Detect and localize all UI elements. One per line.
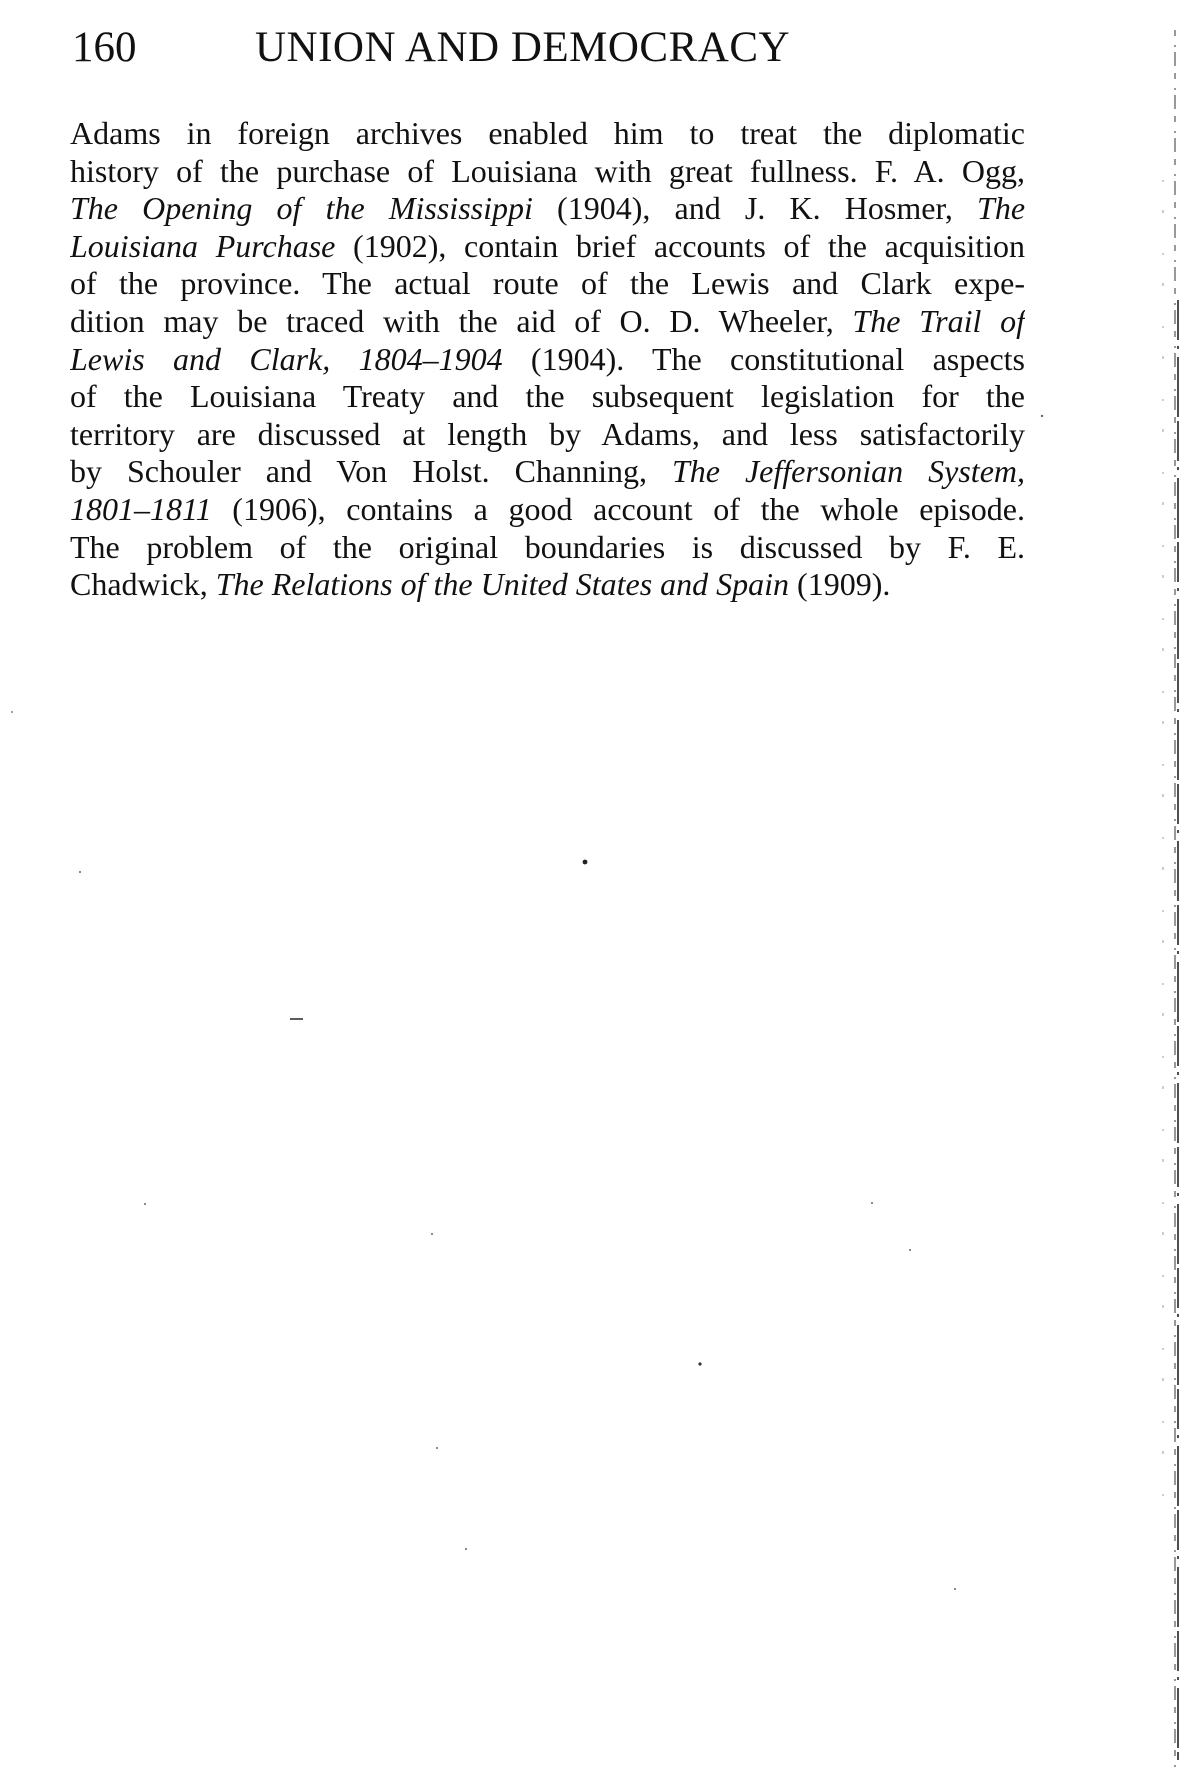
running-head	[72, 20, 1072, 76]
italic-title-run: Louisiana Purchase	[70, 227, 336, 264]
text-line	[70, 115, 1025, 153]
italic-title-run: The Jeffersonian System,	[672, 453, 1025, 490]
page-number: 160	[72, 24, 137, 71]
text-run: territory are discussed at length by Adams, and less satisfactorily	[70, 415, 1025, 452]
text-line	[70, 153, 1025, 191]
running-title: UNION AND DEMOCRACY	[255, 24, 791, 71]
text-run: (1909).	[789, 566, 891, 603]
text-line	[70, 529, 1025, 567]
italic-title-run: The Opening of the Mississippi	[70, 190, 533, 227]
text-run: by Schouler and Von Holst. Channing,	[70, 453, 672, 490]
text-line	[70, 491, 1025, 529]
text-line	[70, 190, 1025, 228]
text-run: of the province. The actual route of the Lewis and Clark expe-	[70, 265, 1025, 302]
text-run: Chadwick,	[70, 566, 216, 603]
text-run: dition may be traced with the aid of O. D. Wheeler,	[70, 302, 853, 339]
text-run: (1904), and J. K. Hosmer,	[532, 190, 978, 227]
text-run: The problem of the original boundaries is discussed by F. E.	[70, 528, 1025, 565]
text-line	[70, 265, 1025, 303]
text-line	[70, 416, 1025, 454]
text-run: (1904). The constitutional aspects	[502, 340, 1025, 377]
text-line	[70, 378, 1025, 416]
bibliographic-paragraph	[70, 115, 1025, 604]
text-run: (1902), contain brief accounts of the acquisition	[335, 227, 1025, 264]
text-run: (1906), contains a good account of the whole episode.	[211, 490, 1025, 527]
scan-gutter-edge	[1145, 0, 1185, 1781]
text-line	[70, 341, 1025, 379]
italic-title-run: Lewis and Clark, 1804–1904	[70, 340, 503, 377]
text-line	[70, 228, 1025, 266]
text-line	[70, 566, 1025, 604]
italic-title-run: The	[977, 190, 1025, 227]
text-line	[70, 303, 1025, 341]
text-line	[70, 453, 1025, 491]
text-run: Adams in foreign archives enabled him to treat the diplomatic	[70, 115, 1025, 151]
text-run: history of the purchase of Louisiana with great fullness. F. A. Ogg,	[70, 152, 1025, 189]
italic-title-run: 1801–1811	[70, 490, 212, 527]
text-run: of the Louisiana Treaty and the subsequent legislation for the	[70, 378, 1025, 415]
italic-title-run: The Trail of	[852, 302, 1025, 339]
italic-title-run: The Relations of the United States and Spain	[215, 566, 790, 603]
